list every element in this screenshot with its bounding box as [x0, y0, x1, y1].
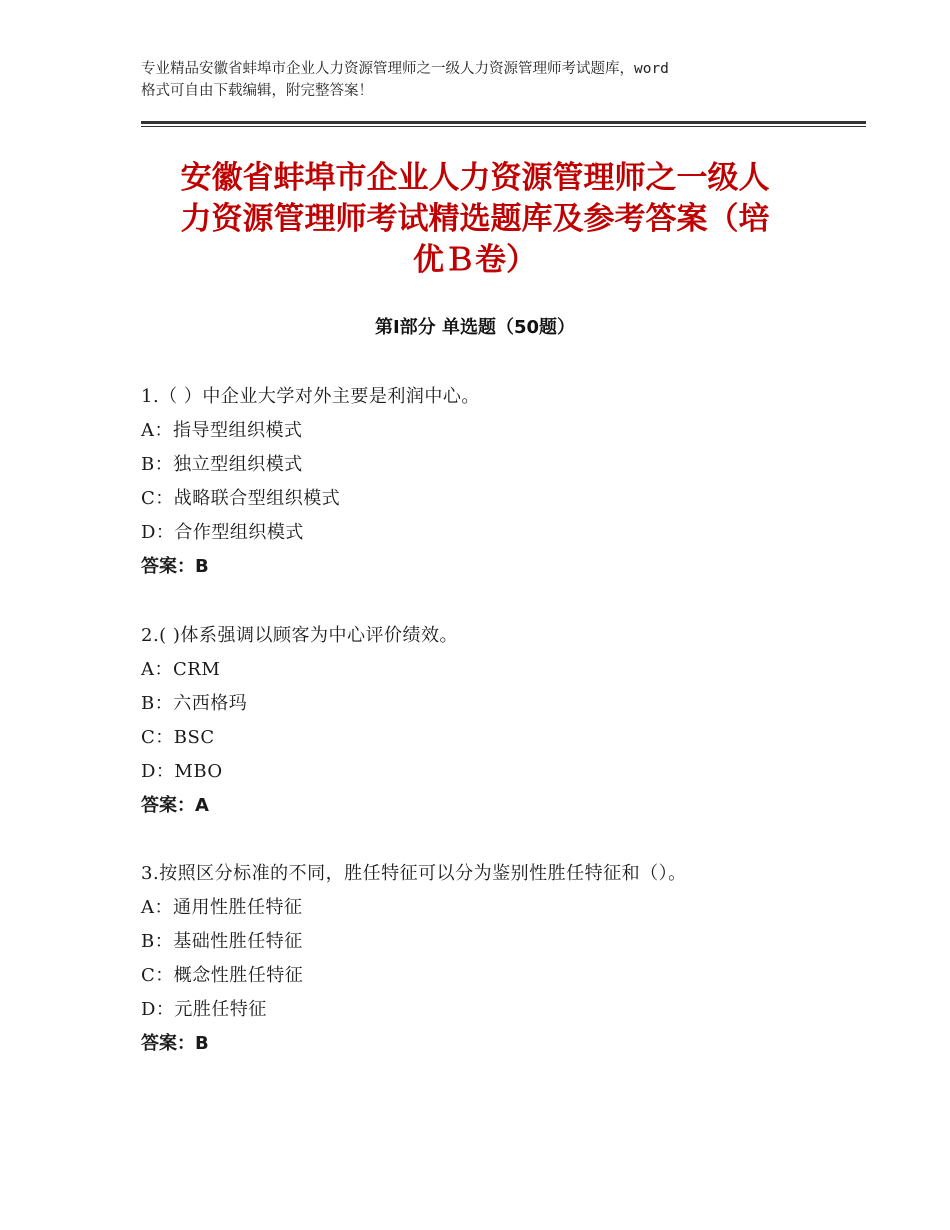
question-stem: 3.按照区分标准的不同，胜任特征可以分为鉴别性胜任特征和（）。	[141, 863, 687, 884]
answer: 答案：B	[141, 556, 209, 577]
question-stem: 2.( )体系强调以顾客为中心评价绩效。	[141, 625, 458, 646]
option-b: B：基础性胜任特征	[141, 931, 303, 952]
option-b: B：独立型组织模式	[141, 454, 303, 475]
header-note-line-2: 格式可自由下载编辑，附完整答案！	[141, 83, 373, 99]
option-a: A：CRM	[141, 659, 221, 680]
section-title: 第Ⅰ部分 单选题（50题）	[374, 317, 575, 338]
document-title-line-1: 安徽省蚌埠市企业人力资源管理师之一级人	[180, 160, 770, 196]
option-c: C：战略联合型组织模式	[141, 488, 341, 509]
answer: 答案：A	[141, 795, 209, 816]
option-d: D：合作型组织模式	[141, 522, 304, 543]
header-rule-thin	[141, 126, 866, 127]
document-title-line-2: 力资源管理师考试精选题库及参考答案（培	[180, 201, 770, 237]
header-note	[141, 58, 841, 102]
question-stem: 1.（ ）中企业大学对外主要是利润中心。	[141, 386, 480, 407]
option-d: D：元胜任特征	[141, 999, 267, 1020]
option-c: C：BSC	[141, 727, 215, 748]
option-b: B：六西格玛	[141, 693, 248, 714]
question-1	[141, 380, 841, 584]
option-c: C：概念性胜任特征	[141, 965, 304, 986]
document-title-line-3: 优Ｂ卷）	[413, 242, 537, 278]
question-2	[141, 619, 841, 823]
answer: 答案：B	[141, 1033, 209, 1054]
question-3	[141, 857, 841, 1061]
header-rule-thick	[141, 121, 866, 124]
option-d: D：MBO	[141, 761, 223, 782]
header-note-line-1: 专业精品安徽省蚌埠市企业人力资源管理师之一级人力资源管理师考试题库，word	[141, 61, 669, 77]
option-a: A：通用性胜任特征	[141, 897, 303, 918]
document-title	[140, 158, 810, 281]
option-a: A：指导型组织模式	[141, 420, 303, 441]
